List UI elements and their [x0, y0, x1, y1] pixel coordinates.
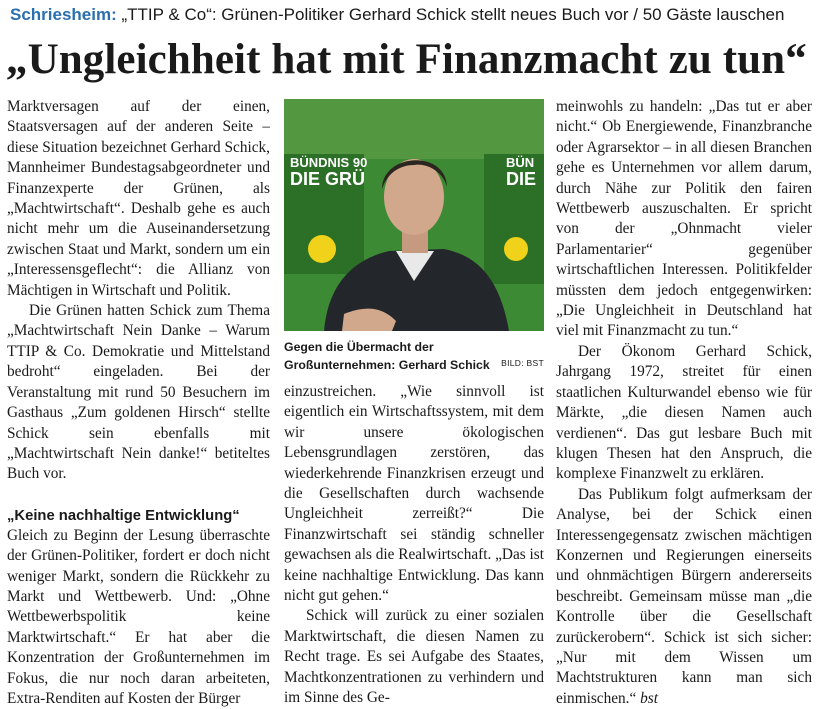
author-signature: bst [640, 689, 658, 707]
article-photo [284, 99, 544, 331]
banner-text-4: DIE [506, 169, 537, 189]
column-1 [7, 97, 270, 709]
photo-caption [284, 338, 544, 374]
paragraph-8 [556, 485, 812, 709]
paragraph-2: Die Grünen hatten Schick zum Thema „Machtwirtschaft Nein Danke – Warum TTIP & Co. Demokratie und Mittelstand bedroht“ eingeladen. Bei der Veranstaltung mit rund 50 Besuchern im Gasthaus „Zum goldenen Hirsch“ stellte Schick sein ebenfalls mit „Machtwirtschaft Nein danke!“ betiteltes Buch vor. [7, 302, 270, 483]
banner-text-3: BÜN [506, 155, 535, 170]
kicker-place: Schriesheim: [10, 5, 117, 24]
paragraph-5: Schick will zurück zu einer sozialen Marktwirtschaft, die diesen Namen zu Recht trage. Es sei Aufgabe des Staates, Machtkonzentrationen zu verhindern und im Sinne des Ge- [284, 607, 544, 707]
caption-text: Gegen die Übermacht der Großunternehmen: Gerhard Schick [284, 340, 490, 372]
kicker-text: „TTIP & Co“: Grünen-Politiker Gerhard Schick stellt neues Buch vor / 50 Gäste lauschen [116, 5, 785, 24]
kicker-line [10, 4, 784, 26]
banner-text-2: DIE GRÜ [290, 169, 366, 189]
banner-text-1: BÜNDNIS 90 [290, 155, 368, 170]
headline: „Ungleichheit hat mit Finanzmacht zu tun“ [6, 36, 807, 83]
paragraph-1: Marktversagen auf der einen, Staatsversagen auf der anderen Seite – diese Situation bezeichnet Gerhard Schick, Mannheimer Bundestagsabgeordneter und Finanzexperte der Grünen, als „Machtwirtschaft“. Deshalb gehe es auch nicht mehr um die Auseinandersetzung zwischen Staat und Markt, sondern um ein „Interessensgeflecht“: die Allianz von Mächtigen in Wirtschaft und Politik. [7, 98, 270, 299]
paragraph-6: meinwohls zu handeln: „Das tut er aber nicht.“ Ob Energiewende, Finanzbranche oder Agrarsektor – in all diesen Branchen gehe es Unternehmen vor allem darum, durch Nähe zur Politik den fairen Wettbewerb auszuschalten. Er spricht von der „Ohnmacht vieler Parlamentarier“ gegenüber wirtschaftlichen Interessen. Politikfelder müssten dem jedoch entgegenwirken: „Die Ungleichheit in Deutschland hat viel mit Finanzmacht zu tun.“ [556, 98, 812, 340]
column-3 [556, 97, 812, 709]
paragraph-3: Gleich zu Beginn der Lesung überraschte der Grünen-Politiker, fordert er doch nicht weniger Markt, sondern die Rückkehr zu Markt und Wettbewerb. Und: „Ohne Wettbewerbspolitik keine Marktwirtschaft.“ Er hat aber die Konzentration der Großunternehmen im Fokus, die nur noch daran arbeiteten, Extra-Renditen auf Kosten der Bürger [7, 526, 270, 707]
paragraph-7: Der Ökonom Gerhard Schick, Jahrgang 1972, streitet für einen staatlichen Kulturwandel ebenso wie für Märkte, „die diesen Namen auch verdienen“. Das gut lesbare Buch mit klugen Thesen hat den Anspruch, die komplexe Finanzwelt zu erklären. [556, 342, 812, 483]
photo-credit: BILD: BST [501, 358, 544, 368]
paragraph-4: einzustreichen. „Wie sinnvoll ist eigentlich ein Wirtschaftssystem, mit dem wir unsere ökologischen Lebensgrundlagen zerstören, das wiederkehrende Finanzkrisen erzeugt und die Gesellschaften durch wachsende Ungleichheit zerreißt?“ Die Finanzwirtschaft sei ständig schneller gewachsen als die Realwirtschaft. „Das ist keine nachhaltige Entwicklung. Das kann nicht gut gehen.“ [284, 383, 544, 605]
paragraph-8-text: Das Publikum folgt aufmerksam der Analyse, bei der Schick einen Interessengegensatz zwischen mächtigen Konzernen und Regierungen einerseits und ohnmächtigen Bürgern andererseits beschreibt. Gemeinsam müsse man „die Kontrolle über die Gesellschaft zurückerobern“. Schick ist sich sicher: „Nur mit dem Wissen um Machtstrukturen kann man sich einmischen.“ [556, 485, 812, 707]
subheading: „Keine nachhaltige Entwicklung“ [7, 507, 240, 524]
photo-illustration [284, 99, 544, 331]
column-2 [284, 382, 544, 709]
